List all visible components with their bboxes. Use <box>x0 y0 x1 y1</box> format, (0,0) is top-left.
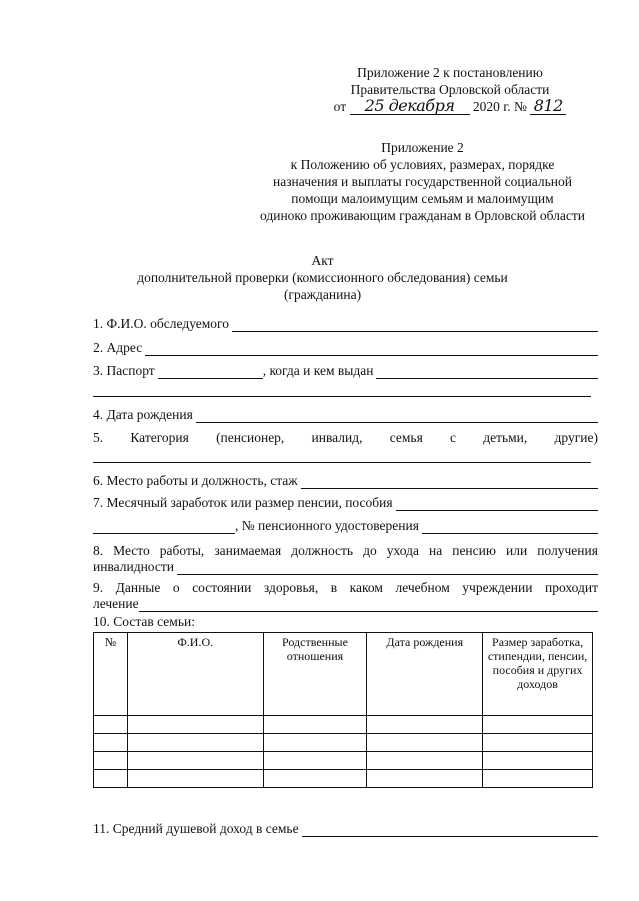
table-row <box>94 716 593 734</box>
word: ухода <box>386 543 419 558</box>
field-disability-blank[interactable] <box>177 562 598 575</box>
field-workplace-label: 6. Место работы и должность, стаж <box>93 473 298 488</box>
appendix-line-4: одиноко проживающим гражданам в Орловской области <box>260 208 585 223</box>
word: до <box>363 543 377 558</box>
table-cell[interactable] <box>367 770 483 788</box>
word: в <box>330 580 338 595</box>
act-subtitle-1: дополнительной проверки (комиссионного обследования) семьи <box>137 270 508 285</box>
word: учреждении <box>462 580 533 595</box>
table-cell[interactable] <box>263 734 367 752</box>
field-fio <box>93 315 598 332</box>
field-passport <box>93 362 598 379</box>
word: о <box>172 580 180 595</box>
header-relation: Родственные отношения <box>263 633 367 716</box>
field-disability-label: инвалидности <box>93 559 175 574</box>
field-workplace-blank[interactable] <box>301 476 598 489</box>
field-birthdate-label: 4. Дата рождения <box>93 407 193 422</box>
header-number: № <box>94 633 128 716</box>
table-cell[interactable] <box>263 770 367 788</box>
table-cell[interactable] <box>367 716 483 734</box>
field-passport-label: 3. Паспорт <box>93 363 155 378</box>
header-income: Размер заработка, стипендии, пенсии, пособия и других доходов <box>483 633 593 716</box>
appendix-title: Приложение 2 <box>381 140 464 155</box>
field-passport-issued-label: , когда и кем выдан <box>262 363 374 378</box>
field-fio-blank[interactable] <box>232 319 598 332</box>
word: семья <box>389 430 423 445</box>
field-birthdate-blank[interactable] <box>196 410 598 423</box>
number-blank <box>530 96 566 115</box>
field-fio-label: 1. Ф.И.О. обследуемого <box>93 316 230 331</box>
field-income-label: 7. Месячный заработок или размер пенсии, пособия <box>93 495 393 510</box>
appendix-line-3: помощи малоимущим семьям и малоимущим <box>291 191 554 206</box>
field-passport-issued-blank[interactable] <box>376 366 598 379</box>
table-cell[interactable] <box>94 716 128 734</box>
field-avg-income-label: 11. Средний душевой доход в семье <box>93 821 299 836</box>
field-address <box>93 339 598 356</box>
word: 8. <box>93 543 104 558</box>
field-address-label: 2. Адрес <box>93 340 143 355</box>
table-cell[interactable] <box>94 734 128 752</box>
table-header-row <box>94 633 593 716</box>
word: должность <box>291 543 354 558</box>
date-year: 2020 г. № <box>472 99 527 114</box>
field-category <box>93 429 598 446</box>
field-category-blank[interactable] <box>93 462 591 463</box>
word: работы, <box>159 543 205 558</box>
table-cell[interactable] <box>263 716 367 734</box>
resolution-header <box>300 64 600 115</box>
handwritten-date: 25 декабря <box>364 96 455 115</box>
field-address-blank[interactable] <box>145 343 598 356</box>
field-avg-income <box>93 820 598 837</box>
word: другие) <box>554 430 598 445</box>
date-prefix: от <box>333 99 347 114</box>
table-cell[interactable] <box>483 716 593 734</box>
header-fio: Ф.И.О. <box>127 633 263 716</box>
word: каком <box>349 580 383 595</box>
table-cell[interactable] <box>127 734 263 752</box>
word: 9. <box>93 580 104 595</box>
word: с <box>450 430 456 445</box>
act-subtitle-2: (гражданина) <box>283 287 362 302</box>
date-blank <box>350 96 470 115</box>
word: здоровья, <box>263 580 319 595</box>
field-pension-cert <box>93 517 598 534</box>
header-date-line <box>300 98 600 115</box>
word: проходит <box>544 580 598 595</box>
table-cell[interactable] <box>483 752 593 770</box>
field-pension-cert-blank[interactable] <box>422 521 598 534</box>
table-row <box>94 734 593 752</box>
field-income-blank[interactable] <box>396 498 598 511</box>
table-cell[interactable] <box>94 770 128 788</box>
table-cell[interactable] <box>483 770 593 788</box>
act-title-block <box>100 252 545 303</box>
table-cell[interactable] <box>127 716 263 734</box>
word: пенсию <box>452 543 496 558</box>
family-composition-label: 10. Состав семьи: <box>93 614 195 629</box>
word: получения <box>537 543 598 558</box>
table-cell[interactable] <box>367 752 483 770</box>
handwritten-number: 812 <box>533 96 563 115</box>
field-treatment <box>93 595 598 612</box>
field-prev-work <box>93 542 598 559</box>
appendix-line-1: к Положению об условиях, размерах, порядке <box>290 157 555 172</box>
header-line-1: Приложение 2 к постановлению <box>357 65 543 80</box>
field-family-composition <box>93 613 598 630</box>
field-birthdate <box>93 406 598 423</box>
word: Категория <box>130 430 189 445</box>
table-cell[interactable] <box>263 752 367 770</box>
word: 5. <box>93 430 104 445</box>
table-cell[interactable] <box>127 770 263 788</box>
word: лечебном <box>395 580 450 595</box>
field-avg-income-blank[interactable] <box>302 824 598 837</box>
word: детьми, <box>483 430 528 445</box>
word: на <box>428 543 443 558</box>
table-cell[interactable] <box>127 752 263 770</box>
field-passport-extra-line[interactable] <box>93 396 591 397</box>
header-birthdate: Дата рождения <box>367 633 483 716</box>
word: занимаемая <box>214 543 282 558</box>
field-disability <box>93 558 598 575</box>
field-health <box>93 579 598 596</box>
word: или <box>505 543 528 558</box>
table-cell[interactable] <box>367 734 483 752</box>
act-title: Акт <box>311 253 334 268</box>
table-row <box>94 752 593 770</box>
field-passport-number-blank[interactable] <box>158 366 263 379</box>
word: инвалид, <box>311 430 363 445</box>
appendix-header <box>215 139 630 224</box>
table-cell[interactable] <box>483 734 593 752</box>
header-line-2: Правительства Орловской области <box>350 82 550 97</box>
appendix-line-2: назначения и выплаты государственной социальной <box>272 174 573 189</box>
family-table <box>93 632 593 788</box>
table-cell[interactable] <box>94 752 128 770</box>
word: Данные <box>115 580 161 595</box>
word: Место <box>113 543 150 558</box>
field-workplace <box>93 472 598 489</box>
word: состоянии <box>192 580 252 595</box>
field-pension-cert-label: , № пенсионного удостоверения <box>235 518 419 533</box>
word: (пенсионер, <box>216 430 285 445</box>
field-income <box>93 494 598 511</box>
field-treatment-label: лечение <box>93 596 139 611</box>
field-treatment-blank[interactable] <box>139 599 598 612</box>
field-income-continued-blank[interactable] <box>93 521 235 534</box>
table-row <box>94 770 593 788</box>
